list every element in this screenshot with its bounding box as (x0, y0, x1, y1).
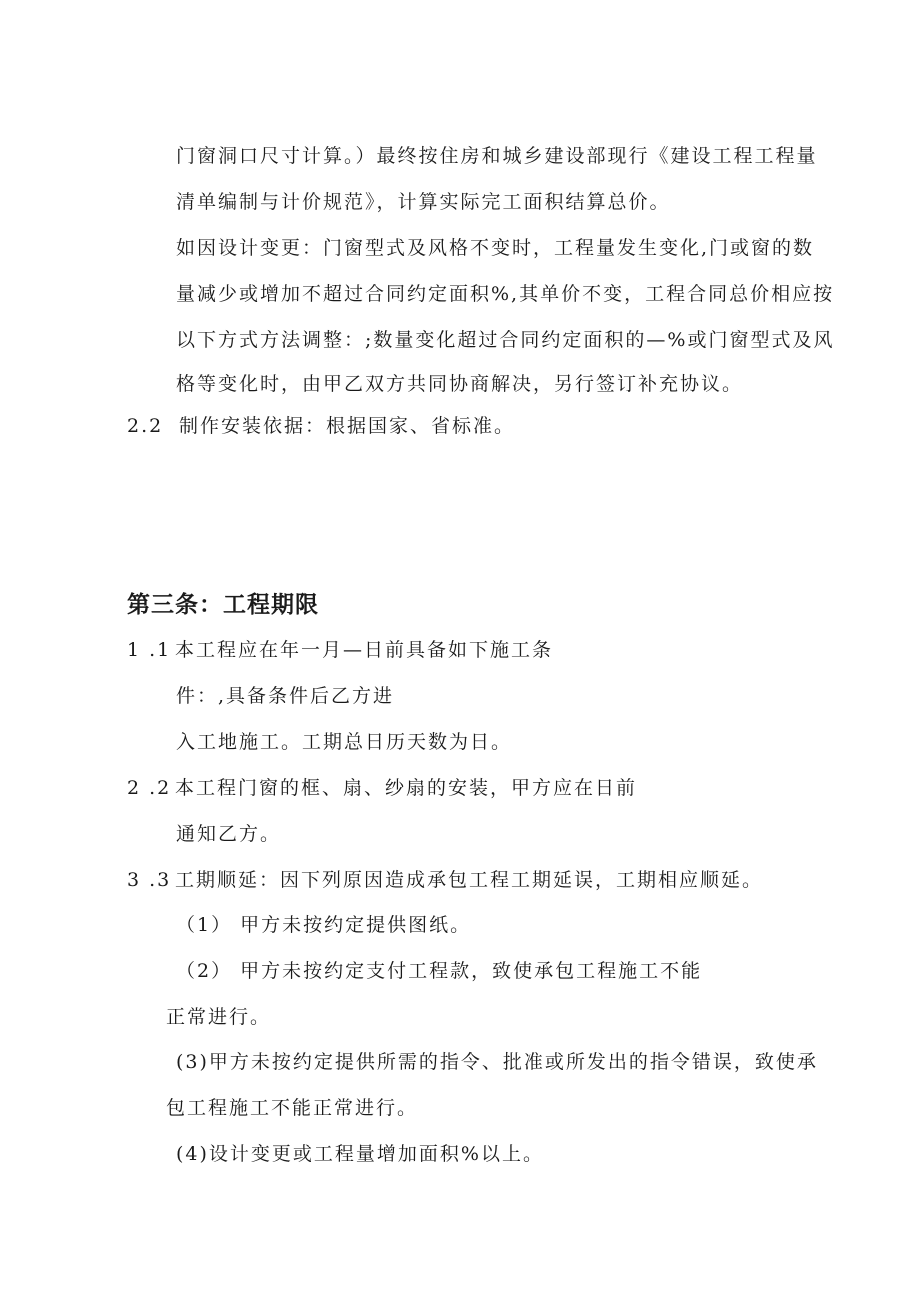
clause-number: 2 .2 (127, 777, 172, 799)
paragraph-line: 格等变化时，由甲乙双方共同协商解决，另行签订补充协议。 (176, 373, 744, 395)
sub-item-3: (3)甲方未按约定提供所需的指令、批准或所发出的指令错误，致使承 (176, 1051, 818, 1073)
clause-1-1 (127, 637, 553, 663)
clause-text: 本工程门窗的框、扇、纱扇的安装，甲方应在日前 (175, 777, 638, 799)
paragraph-line: 正常进行。 (166, 1006, 272, 1028)
clause-number: 3 .3 (127, 869, 172, 891)
paragraph-line: 件：,具备条件后乙方进 (176, 685, 395, 707)
paragraph-line: 通知乙方。 (176, 823, 282, 845)
sub-item-1: （1） 甲方未按约定提供图纸。 (176, 914, 472, 936)
sub-item-4: (4)设计变更或工程量增加面积%以上。 (176, 1143, 544, 1165)
paragraph-line: 以下方式方法调整：;数量变化超过合同约定面积的—%或门窗型式及风 (176, 329, 835, 351)
clause-2-2-schedule (127, 775, 637, 801)
paragraph-line: 门窗洞口尺寸计算。）最终按住房和城乡建设部现行《建设工程工程量 (176, 145, 818, 167)
sub-item-2: （2） 甲方未按约定支付工程款，致使承包工程施工不能 (176, 960, 703, 982)
paragraph-line: 包工程施工不能正常进行。 (166, 1097, 419, 1119)
paragraph-line: 量减少或增加不超过合同约定面积%,其单价不变，工程合同总价相应按 (176, 283, 835, 305)
clause-text: 工期顺延：因下列原因造成承包工程工期延误，工期相应顺延。 (175, 869, 764, 891)
paragraph-line: 入工地施工。工期总日历天数为日。 (176, 731, 513, 753)
clause-text: 制作安装依据：根据国家、省标准。 (179, 415, 516, 437)
clause-2-2 (127, 413, 515, 439)
clause-3-3 (127, 867, 763, 893)
paragraph-line: 清单编制与计价规范》，计算实际完工面积结算总价。 (176, 191, 671, 213)
clause-text: 本工程应在年一月—日前具备如下施工条 (175, 639, 554, 661)
section-heading: 第三条：工程期限 (127, 592, 319, 618)
clause-number: 2.2 (127, 415, 164, 437)
paragraph-line: 如因设计变更：门窗型式及风格不变时，工程量发生变化,门或窗的数 (176, 237, 815, 259)
clause-number: 1 .1 (127, 639, 172, 661)
